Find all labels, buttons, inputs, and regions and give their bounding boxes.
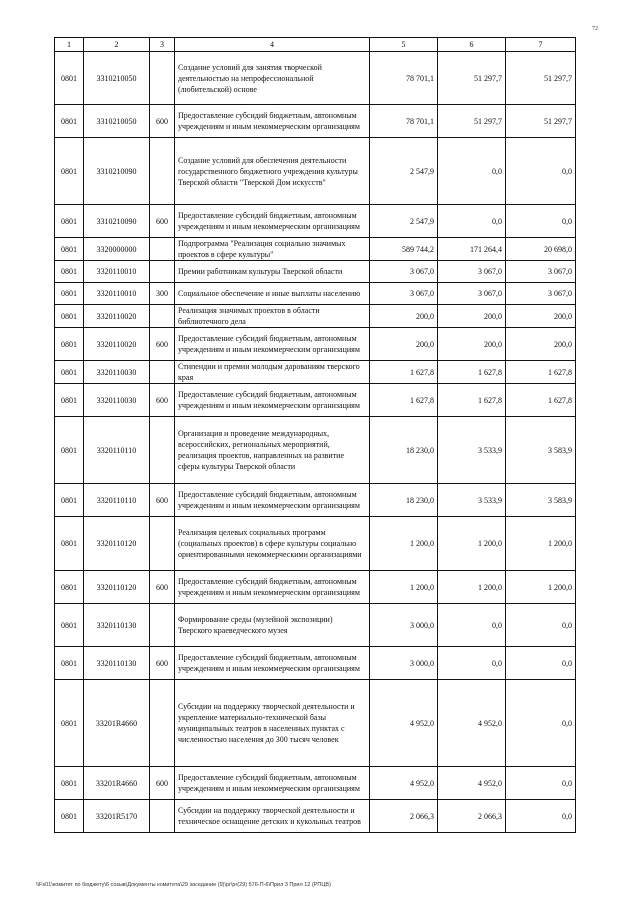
amount-year1-cell: 589 744,2 bbox=[370, 238, 438, 261]
amount-year3-cell: 0,0 bbox=[506, 647, 576, 680]
description-cell: Подпрограмма "Реализация социально значимых проектов в сфере культуры" bbox=[175, 238, 370, 261]
section-code-cell: 0801 bbox=[55, 571, 84, 604]
section-code-cell: 0801 bbox=[55, 517, 84, 571]
target-article-cell: 3320110130 bbox=[84, 647, 150, 680]
description-cell: Предоставление субсидий бюджетным, автономным учреждениям и иным некоммерческим организациям bbox=[175, 484, 370, 517]
table-row bbox=[55, 484, 576, 517]
table-row bbox=[55, 767, 576, 800]
amount-year1-cell: 1 627,8 bbox=[370, 384, 438, 417]
amount-year3-cell: 0,0 bbox=[506, 205, 576, 238]
table-row bbox=[55, 328, 576, 361]
amount-year2-cell: 3 533,9 bbox=[438, 484, 506, 517]
amount-year2-cell: 0,0 bbox=[438, 138, 506, 205]
expense-type-cell bbox=[150, 680, 175, 767]
amount-year1-cell: 4 952,0 bbox=[370, 767, 438, 800]
target-article-cell: 3320110010 bbox=[84, 283, 150, 305]
header-cell: 4 bbox=[175, 38, 370, 52]
target-article-cell: 3320110130 bbox=[84, 604, 150, 647]
amount-year2-cell: 4 952,0 bbox=[438, 767, 506, 800]
amount-year3-cell: 200,0 bbox=[506, 328, 576, 361]
amount-year2-cell: 1 200,0 bbox=[438, 571, 506, 604]
section-code-cell: 0801 bbox=[55, 484, 84, 517]
section-code-cell: 0801 bbox=[55, 52, 84, 105]
table-row bbox=[55, 238, 576, 261]
description-cell: Социальное обеспечение и иные выплаты населению bbox=[175, 283, 370, 305]
amount-year2-cell: 200,0 bbox=[438, 328, 506, 361]
amount-year2-cell: 3 067,0 bbox=[438, 261, 506, 283]
expense-type-cell: 300 bbox=[150, 283, 175, 305]
header-cell: 5 bbox=[370, 38, 438, 52]
target-article-cell: 3320000000 bbox=[84, 238, 150, 261]
amount-year1-cell: 18 230,0 bbox=[370, 417, 438, 484]
description-cell: Субсидии на поддержку творческой деятельности и техническое оснащение детских и кукольных театров bbox=[175, 800, 370, 833]
amount-year1-cell: 2 547,9 bbox=[370, 138, 438, 205]
expense-type-cell: 600 bbox=[150, 571, 175, 604]
expense-type-cell bbox=[150, 604, 175, 647]
amount-year3-cell: 0,0 bbox=[506, 800, 576, 833]
expense-type-cell bbox=[150, 517, 175, 571]
section-code-cell: 0801 bbox=[55, 105, 84, 138]
amount-year3-cell: 1 627,8 bbox=[506, 361, 576, 384]
header-cell: 2 bbox=[84, 38, 150, 52]
amount-year2-cell: 1 627,8 bbox=[438, 361, 506, 384]
amount-year3-cell: 51 297,7 bbox=[506, 105, 576, 138]
section-code-cell: 0801 bbox=[55, 283, 84, 305]
amount-year1-cell: 3 000,0 bbox=[370, 604, 438, 647]
target-article-cell: 3320110030 bbox=[84, 384, 150, 417]
target-article-cell: 3310210050 bbox=[84, 52, 150, 105]
description-cell: Реализация значимых проектов в области библиотечного дела bbox=[175, 305, 370, 328]
target-article-cell: 3310210050 bbox=[84, 105, 150, 138]
description-cell: Предоставление субсидий бюджетным, автономным учреждениям и иным некоммерческим организациям bbox=[175, 767, 370, 800]
table-row bbox=[55, 305, 576, 328]
amount-year3-cell: 1 627,8 bbox=[506, 384, 576, 417]
header-cell: 7 bbox=[506, 38, 576, 52]
description-cell: Премии работникам культуры Тверской области bbox=[175, 261, 370, 283]
amount-year3-cell: 3 067,0 bbox=[506, 261, 576, 283]
expense-type-cell bbox=[150, 361, 175, 384]
target-article-cell: 33201R4660 bbox=[84, 680, 150, 767]
description-cell: Предоставление субсидий бюджетным, автономным учреждениям и иным некоммерческим организациям bbox=[175, 571, 370, 604]
expense-type-cell bbox=[150, 52, 175, 105]
expense-type-cell bbox=[150, 417, 175, 484]
table-row bbox=[55, 417, 576, 484]
target-article-cell: 3310210090 bbox=[84, 138, 150, 205]
amount-year3-cell: 0,0 bbox=[506, 767, 576, 800]
target-article-cell: 3320110110 bbox=[84, 484, 150, 517]
description-cell: Предоставление субсидий бюджетным, автономным учреждениям и иным некоммерческим организациям bbox=[175, 105, 370, 138]
amount-year3-cell: 1 200,0 bbox=[506, 571, 576, 604]
section-code-cell: 0801 bbox=[55, 261, 84, 283]
section-code-cell: 0801 bbox=[55, 647, 84, 680]
amount-year1-cell: 2 066,3 bbox=[370, 800, 438, 833]
section-code-cell: 0801 bbox=[55, 680, 84, 767]
description-cell: Субсидии на поддержку творческой деятельности и укрепление материально-технической базы муниципальных театров в населенных пунктах с численностью населения до 300 тысяч человек bbox=[175, 680, 370, 767]
section-code-cell: 0801 bbox=[55, 384, 84, 417]
amount-year3-cell: 200,0 bbox=[506, 305, 576, 328]
amount-year3-cell: 3 067,0 bbox=[506, 283, 576, 305]
amount-year1-cell: 200,0 bbox=[370, 328, 438, 361]
description-cell: Предоставление субсидий бюджетным, автономным учреждениям и иным некоммерческим организациям bbox=[175, 647, 370, 680]
amount-year2-cell: 2 066,3 bbox=[438, 800, 506, 833]
table-row bbox=[55, 571, 576, 604]
amount-year2-cell: 3 067,0 bbox=[438, 283, 506, 305]
description-cell: Создание условий для обеспечения деятельности государственного бюджетного учреждения культуры Тверской области "Тверской Дом искусств" bbox=[175, 138, 370, 205]
amount-year2-cell: 171 264,4 bbox=[438, 238, 506, 261]
amount-year2-cell: 4 952,0 bbox=[438, 680, 506, 767]
expense-type-cell bbox=[150, 138, 175, 205]
amount-year1-cell: 1 200,0 bbox=[370, 517, 438, 571]
file-path-footer: \\Fs01\комитет по бюджету\6 созыв\Документы комитета\29 заседание (9)\pr\pr(29) 576-П-6\Прил 3 Прил 12 (РПЦВ) bbox=[36, 882, 331, 888]
section-code-cell: 0801 bbox=[55, 328, 84, 361]
amount-year3-cell: 3 583,9 bbox=[506, 484, 576, 517]
amount-year1-cell: 3 000,0 bbox=[370, 647, 438, 680]
expense-type-cell: 600 bbox=[150, 484, 175, 517]
table-row bbox=[55, 105, 576, 138]
table-row bbox=[55, 800, 576, 833]
amount-year1-cell: 4 952,0 bbox=[370, 680, 438, 767]
amount-year3-cell: 0,0 bbox=[506, 680, 576, 767]
amount-year1-cell: 18 230,0 bbox=[370, 484, 438, 517]
description-cell: Предоставление субсидий бюджетным, автономным учреждениям и иным некоммерческим организациям bbox=[175, 205, 370, 238]
expense-type-cell: 600 bbox=[150, 384, 175, 417]
amount-year2-cell: 1 627,8 bbox=[438, 384, 506, 417]
amount-year1-cell: 1 200,0 bbox=[370, 571, 438, 604]
table-row bbox=[55, 647, 576, 680]
target-article-cell: 3320110020 bbox=[84, 305, 150, 328]
amount-year3-cell: 0,0 bbox=[506, 604, 576, 647]
amount-year3-cell: 20 698,0 bbox=[506, 238, 576, 261]
amount-year2-cell: 0,0 bbox=[438, 205, 506, 238]
amount-year1-cell: 2 547,9 bbox=[370, 205, 438, 238]
table-row bbox=[55, 283, 576, 305]
description-cell: Создание условий для занятия творческой деятельностью на непрофессиональной (любительской) основе bbox=[175, 52, 370, 105]
target-article-cell: 3320110030 bbox=[84, 361, 150, 384]
target-article-cell: 3320110120 bbox=[84, 517, 150, 571]
expense-type-cell: 600 bbox=[150, 105, 175, 138]
target-article-cell: 33201R5170 bbox=[84, 800, 150, 833]
description-cell: Организация и проведение международных, всероссийских, региональных мероприятий, реализация проектов, направленных на развитие сферы культуры Тверской области bbox=[175, 417, 370, 484]
amount-year1-cell: 78 701,1 bbox=[370, 52, 438, 105]
section-code-cell: 0801 bbox=[55, 305, 84, 328]
amount-year2-cell: 200,0 bbox=[438, 305, 506, 328]
table-row bbox=[55, 604, 576, 647]
expense-type-cell: 600 bbox=[150, 328, 175, 361]
amount-year3-cell: 1 200,0 bbox=[506, 517, 576, 571]
amount-year3-cell: 3 583,9 bbox=[506, 417, 576, 484]
amount-year1-cell: 78 701,1 bbox=[370, 105, 438, 138]
amount-year1-cell: 1 627,8 bbox=[370, 361, 438, 384]
section-code-cell: 0801 bbox=[55, 604, 84, 647]
expense-type-cell: 600 bbox=[150, 205, 175, 238]
table-row bbox=[55, 138, 576, 205]
amount-year3-cell: 51 297,7 bbox=[506, 52, 576, 105]
target-article-cell: 33201R4660 bbox=[84, 767, 150, 800]
description-cell: Формирование среды (музейной экспозиции) Тверского краеведческого музея bbox=[175, 604, 370, 647]
table-row bbox=[55, 205, 576, 238]
expense-type-cell bbox=[150, 800, 175, 833]
expense-type-cell: 600 bbox=[150, 647, 175, 680]
header-cell: 3 bbox=[150, 38, 175, 52]
section-code-cell: 0801 bbox=[55, 205, 84, 238]
amount-year2-cell: 0,0 bbox=[438, 647, 506, 680]
description-cell: Стипендии и премии молодым дарованиям тверского края bbox=[175, 361, 370, 384]
amount-year2-cell: 51 297,7 bbox=[438, 52, 506, 105]
table-row bbox=[55, 261, 576, 283]
table-row bbox=[55, 517, 576, 571]
amount-year1-cell: 200,0 bbox=[370, 305, 438, 328]
header-row bbox=[55, 38, 576, 52]
amount-year2-cell: 3 533,9 bbox=[438, 417, 506, 484]
section-code-cell: 0801 bbox=[55, 800, 84, 833]
target-article-cell: 3310210090 bbox=[84, 205, 150, 238]
expense-type-cell bbox=[150, 238, 175, 261]
description-cell: Предоставление субсидий бюджетным, автономным учреждениям и иным некоммерческим организациям bbox=[175, 328, 370, 361]
target-article-cell: 3320110110 bbox=[84, 417, 150, 484]
page-number: 72 bbox=[592, 26, 598, 32]
budget-table bbox=[54, 37, 576, 833]
section-code-cell: 0801 bbox=[55, 138, 84, 205]
section-code-cell: 0801 bbox=[55, 767, 84, 800]
amount-year1-cell: 3 067,0 bbox=[370, 261, 438, 283]
amount-year3-cell: 0,0 bbox=[506, 138, 576, 205]
expense-type-cell bbox=[150, 261, 175, 283]
table-row bbox=[55, 52, 576, 105]
expense-type-cell bbox=[150, 305, 175, 328]
amount-year1-cell: 3 067,0 bbox=[370, 283, 438, 305]
table-row bbox=[55, 680, 576, 767]
amount-year2-cell: 51 297,7 bbox=[438, 105, 506, 138]
expense-type-cell: 600 bbox=[150, 767, 175, 800]
table-row bbox=[55, 384, 576, 417]
description-cell: Реализация целевых социальных программ (социальных проектов) в сфере культуры социально ориентированными некоммерческими организациями bbox=[175, 517, 370, 571]
section-code-cell: 0801 bbox=[55, 417, 84, 484]
target-article-cell: 3320110120 bbox=[84, 571, 150, 604]
target-article-cell: 3320110020 bbox=[84, 328, 150, 361]
amount-year2-cell: 0,0 bbox=[438, 604, 506, 647]
amount-year2-cell: 1 200,0 bbox=[438, 517, 506, 571]
section-code-cell: 0801 bbox=[55, 238, 84, 261]
header-cell: 6 bbox=[438, 38, 506, 52]
header-cell: 1 bbox=[55, 38, 84, 52]
table-row bbox=[55, 361, 576, 384]
description-cell: Предоставление субсидий бюджетным, автономным учреждениям и иным некоммерческим организациям bbox=[175, 384, 370, 417]
section-code-cell: 0801 bbox=[55, 361, 84, 384]
target-article-cell: 3320110010 bbox=[84, 261, 150, 283]
